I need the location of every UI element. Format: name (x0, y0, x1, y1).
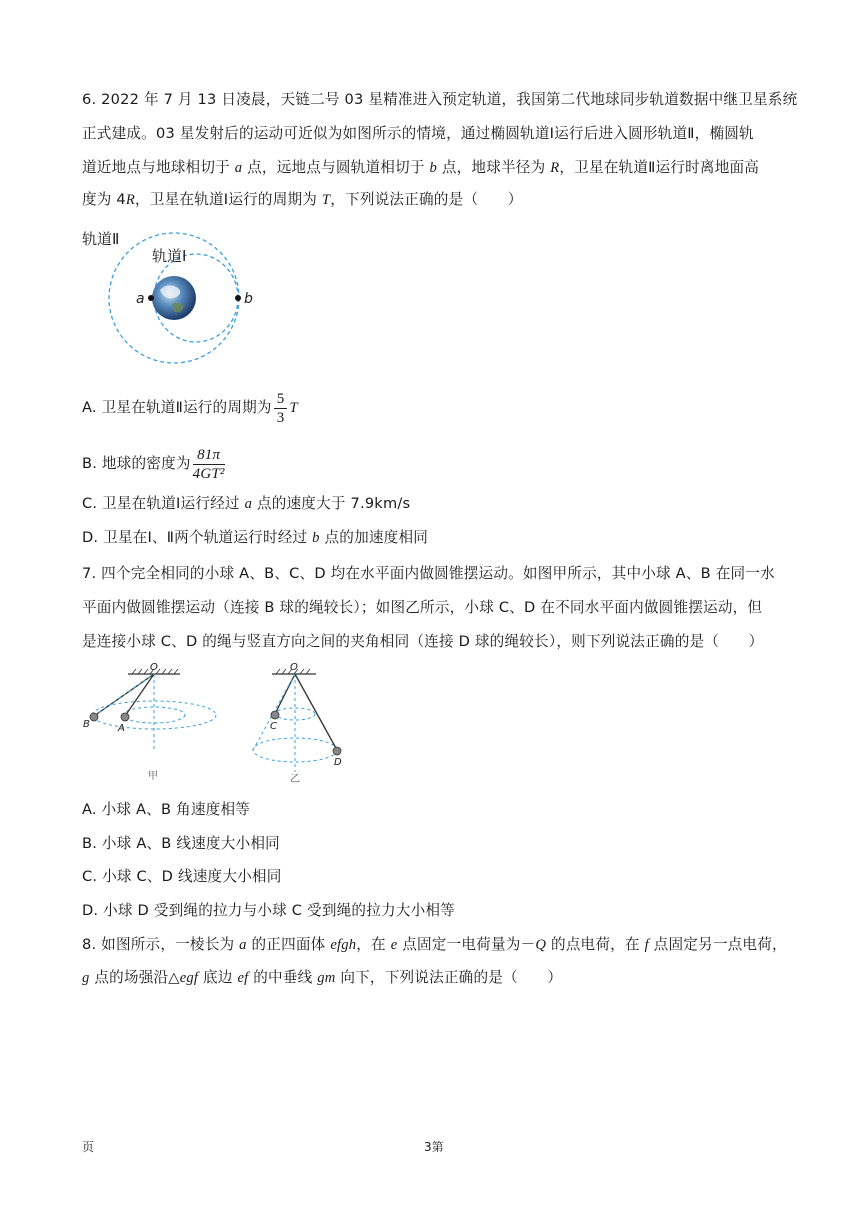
label-orbit-2: 轨道Ⅱ (82, 230, 120, 248)
q6-option-c-text: C. 卫星在轨道Ⅰ运行经过 (82, 495, 245, 512)
label-o-jia: O (150, 662, 158, 673)
var-gm: gm (317, 970, 336, 986)
fraction-denominator: 3 (276, 409, 285, 426)
q6-option-d-text: D. 卫星在Ⅰ、Ⅱ两个轨道运行时经过 (82, 529, 313, 546)
q6-line-4-seg: 度为 4 (82, 191, 126, 208)
label-a: a (136, 291, 145, 307)
var-b: b (429, 160, 437, 176)
var-f: f (644, 937, 649, 953)
var-Q: Q (535, 937, 547, 953)
q6-option-b (82, 444, 227, 484)
fraction-density (193, 446, 225, 483)
q8-line-1 (82, 935, 787, 955)
string-a (125, 674, 154, 716)
q7-option-c: C. 小球 C、D 线速度大小相同 (82, 868, 282, 885)
var-R: R (550, 160, 560, 176)
var-a: a (244, 496, 253, 512)
label-d-ball: D (334, 757, 342, 768)
q7-line-3: 是连接小球 C、D 的绳与竖直方向之间的夹角相同（连接 D 球的绳较长），则下列说法正确的是（ ） (82, 633, 764, 650)
q6-option-c (82, 494, 410, 514)
q6-option-a-text: A. 卫星在轨道Ⅱ运行的周期为 (82, 399, 272, 416)
q6-line-4-seg: ，下列说法正确的是（ ） (330, 191, 523, 208)
q6-option-c-text: 点的速度大于 7.9km/s (252, 495, 411, 512)
q7-option-d: D. 小球 D 受到绳的拉力与小球 C 受到绳的拉力大小相等 (82, 902, 455, 919)
q7-line-2: 平面内做圆锥摆运动（连接 B 球的绳较长）；如图乙所示，小球 C、D 在不同水平面内做圆锥摆运动，但 (82, 599, 763, 616)
q6-option-b-text: B. 地球的密度为 (82, 455, 191, 472)
label-orbit-1: 轨道Ⅰ (152, 247, 187, 265)
point-b-dot (235, 295, 241, 301)
fraction-denominator: 4GT² (192, 465, 225, 482)
var-R: R (125, 192, 136, 208)
q6-option-d (82, 528, 428, 548)
q6-line-4 (82, 190, 523, 210)
ball-c (271, 711, 279, 719)
var-egf: egf (179, 970, 199, 986)
point-a-dot (148, 295, 154, 301)
q8-seg: 的中垂线 (248, 969, 318, 986)
ball-d (333, 747, 341, 755)
var-efgh: efgh (330, 937, 357, 953)
q7-option-a: A. 小球 A、B 角速度相等 (82, 801, 251, 818)
fraction-numerator: 5 (274, 390, 288, 409)
var-b: b (312, 530, 320, 546)
label-c-ball: C (270, 721, 277, 732)
var-T: T (289, 400, 298, 416)
q8-seg: 向下，下列说法正确的是（ ） (335, 969, 563, 986)
ball-b (90, 713, 98, 721)
q6-line-1: 6. 2022 年 7 月 13 日凌晨，天链二号 03 星精准进入预定轨道，我国第二代地球同步轨道数据中继卫星系统 (82, 91, 798, 108)
q6-line-2: 正式建成。03 星发射后的运动可近似为如图所示的情境，通过椭圆轨道Ⅰ运行后进入圆形轨道Ⅱ，椭圆轨 (82, 125, 754, 142)
q6-line-3-seg: ，卫星在轨道Ⅱ运行时离地面高 (559, 159, 760, 176)
q8-line-2 (82, 968, 562, 988)
label-b-ball: B (83, 719, 90, 730)
label-yi: 乙 (290, 774, 300, 785)
figure-yi (253, 662, 342, 785)
q6-line-3 (82, 158, 759, 178)
q6-option-d-text: 点的加速度相同 (319, 529, 429, 546)
var-a: a (234, 160, 243, 176)
q6-option-a (82, 388, 298, 428)
q8-seg: 的正四面体 (246, 936, 331, 953)
q6-line-3-seg: 道近地点与地球相切于 (82, 159, 235, 176)
q8-seg: 的点电荷，在 (546, 936, 645, 953)
q6-line-3-seg: 点，地球半径为 (437, 159, 551, 176)
var-T: T (321, 192, 331, 208)
string-d (295, 674, 337, 750)
q7-line-1: 7. 四个完全相同的小球 A、B、C、D 均在水平面内做圆锥摆运动。如图甲所示，其中小球 A、B 在同一水 (82, 565, 775, 582)
q6-line-3-seg: 点，远地点与圆轨道相切于 (242, 159, 430, 176)
q8-seg: 点固定另一点电荷， (648, 936, 787, 953)
q6-line-4-seg: ，卫星在轨道Ⅰ运行的周期为 (135, 191, 322, 208)
figure-jia (83, 662, 216, 782)
pendulum-figure (80, 662, 380, 787)
var-a: a (239, 937, 247, 953)
q8-seg: ，在 (356, 936, 391, 953)
page-number: 3第 (424, 1140, 444, 1154)
fraction-numerator: 81π (193, 446, 225, 465)
var-e: e (390, 937, 398, 953)
var-g: g (82, 970, 90, 986)
q8-seg: 点的场强沿△ (89, 969, 180, 986)
label-a-ball: A (118, 723, 125, 734)
label-o-yi: O (290, 662, 298, 673)
label-b: b (244, 291, 253, 307)
q7-option-b: B. 小球 A、B 线速度大小相同 (82, 835, 280, 852)
label-jia: 甲 (148, 771, 158, 782)
ball-a (121, 713, 129, 721)
footer-left: 页 (82, 1140, 95, 1154)
q8-seg: 底边 (198, 969, 238, 986)
circle-path-small (123, 707, 185, 723)
orbit-figure (80, 224, 280, 374)
var-ef: ef (237, 970, 249, 986)
q8-seg: 8. 如图所示，一棱长为 (82, 936, 240, 953)
fraction-5-3 (274, 390, 288, 427)
q8-seg: 点固定一电荷量为－ (397, 936, 536, 953)
